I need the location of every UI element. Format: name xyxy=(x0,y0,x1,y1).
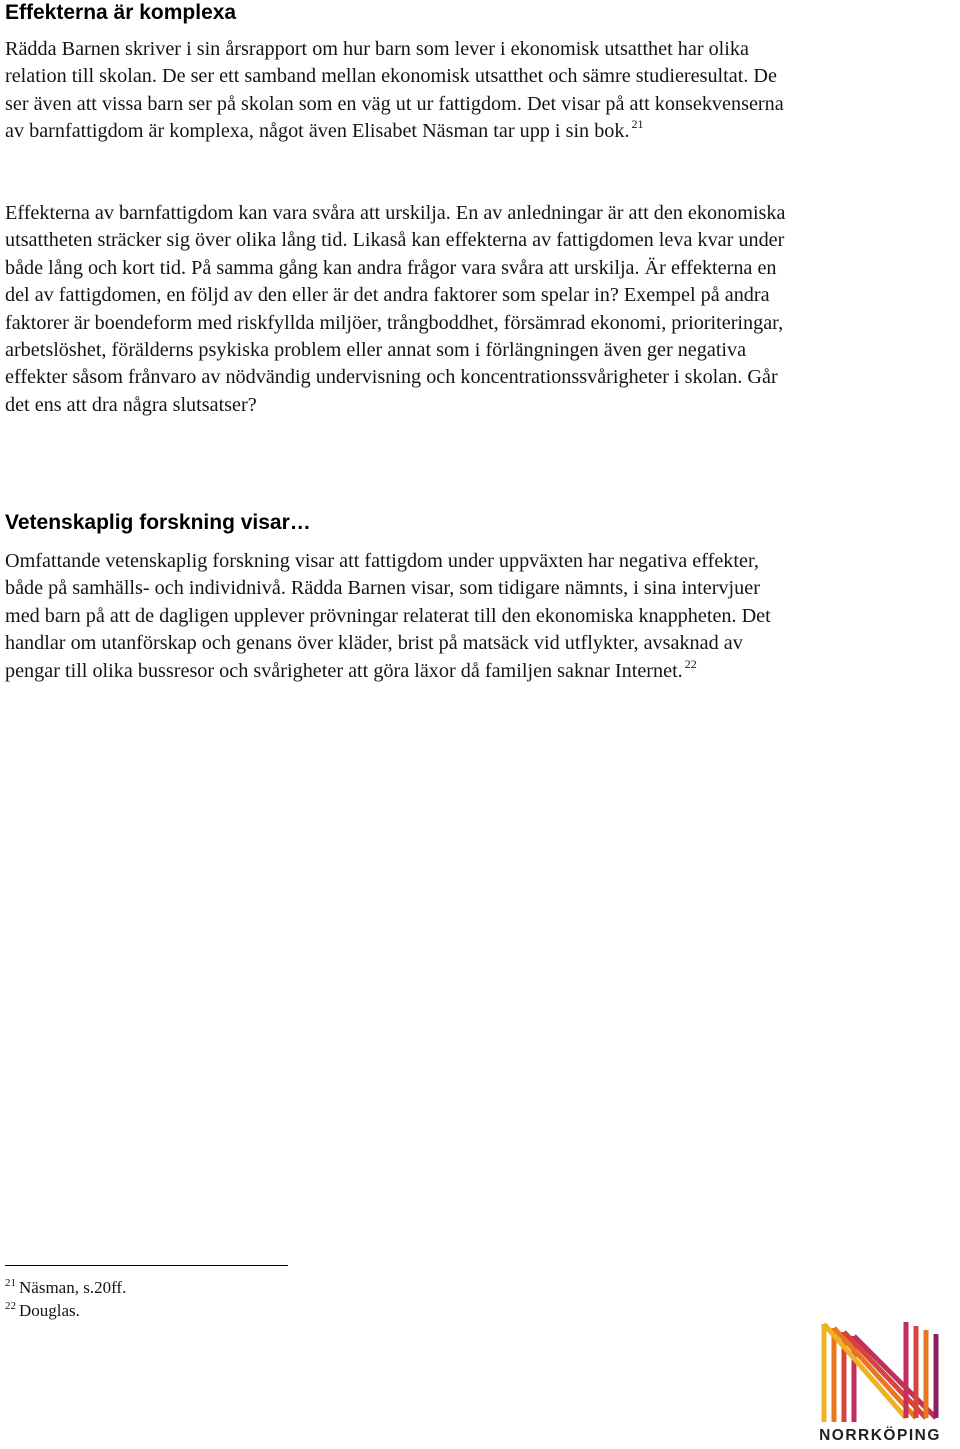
section-heading-effekterna: Effekterna är komplexa xyxy=(5,1,237,24)
footnote-number: 22 xyxy=(5,1300,16,1312)
footnote xyxy=(5,1300,80,1322)
norrkoping-logo xyxy=(810,1318,950,1446)
footnote-ref[interactable]: 22 xyxy=(684,656,697,671)
section-heading-vetenskaplig: Vetenskaplig forskning visar… xyxy=(5,511,311,534)
footnote-text: Näsman, s.20ff. xyxy=(19,1278,127,1297)
footnote-text: Douglas. xyxy=(19,1301,80,1320)
paragraph-text: Rädda Barnen skriver i sin årsrapport om hur barn som lever i ekonomisk utsatthet har olika relation till skolan. De ser ett samband mellan ekonomisk utsatthet och sämre studieresultat. De ser även att vissa barn ser på skolan som en väg ut ur fattigdom. Det visar på att konsekvenserna av barnfattigdom är komplexa, något även Elisabet Näsman tar upp i sin bok. xyxy=(5,38,784,143)
paragraph xyxy=(5,200,795,419)
paragraph xyxy=(5,36,795,146)
paragraph-text: Omfattande vetenskaplig forskning visar att fattigdom under uppväxten har negativa effekter, både på samhälls- och individnivå. Rädda Barnen visar, som tidigare nämnts, i sina intervjuer med barn på att de dagligen upplever prövningar relaterat till den ekonomiska knappheten. Det handlar om utanförskap och genans över kläder, brist på matsäck vid utflykter, avsaknad av pengar till olika bussresor och svårigheter att göra läxor då familjen saknar Internet. xyxy=(5,550,771,682)
footnote-ref[interactable]: 21 xyxy=(631,117,644,132)
paragraph xyxy=(5,548,795,685)
logo-wordmark: NORRKÖPING xyxy=(819,1427,941,1444)
footnote-separator xyxy=(5,1265,288,1266)
paragraph-text: Effekterna av barnfattigdom kan vara svåra att urskilja. En av anledningar är att den ekonomiska utsattheten sträcker sig över olika lång tid. Likaså kan effekterna av fattigdomen leva kvar under både lång och kort tid. På samma gång kan andra frågor vara svåra att urskilja. Är effekterna en del av fattigdomen, en följd av den eller är det andra faktorer som spelar in? Exempel på andra faktorer är boendeform med riskfyllda miljöer, trångboddhet, försämrad ekonomi, prioriteringar, arbetslöshet, förälderns psykiska problem eller annat som i förlängningen även ger negativa effekter såsom frånvaro av nödvändig undervisning och koncentrationssvårigheter i skolan. Går det ens att dra några slutsatser? xyxy=(5,202,786,416)
footnote xyxy=(5,1277,126,1299)
norrkoping-logo-mark xyxy=(810,1318,950,1426)
footnote-number: 21 xyxy=(5,1277,16,1289)
